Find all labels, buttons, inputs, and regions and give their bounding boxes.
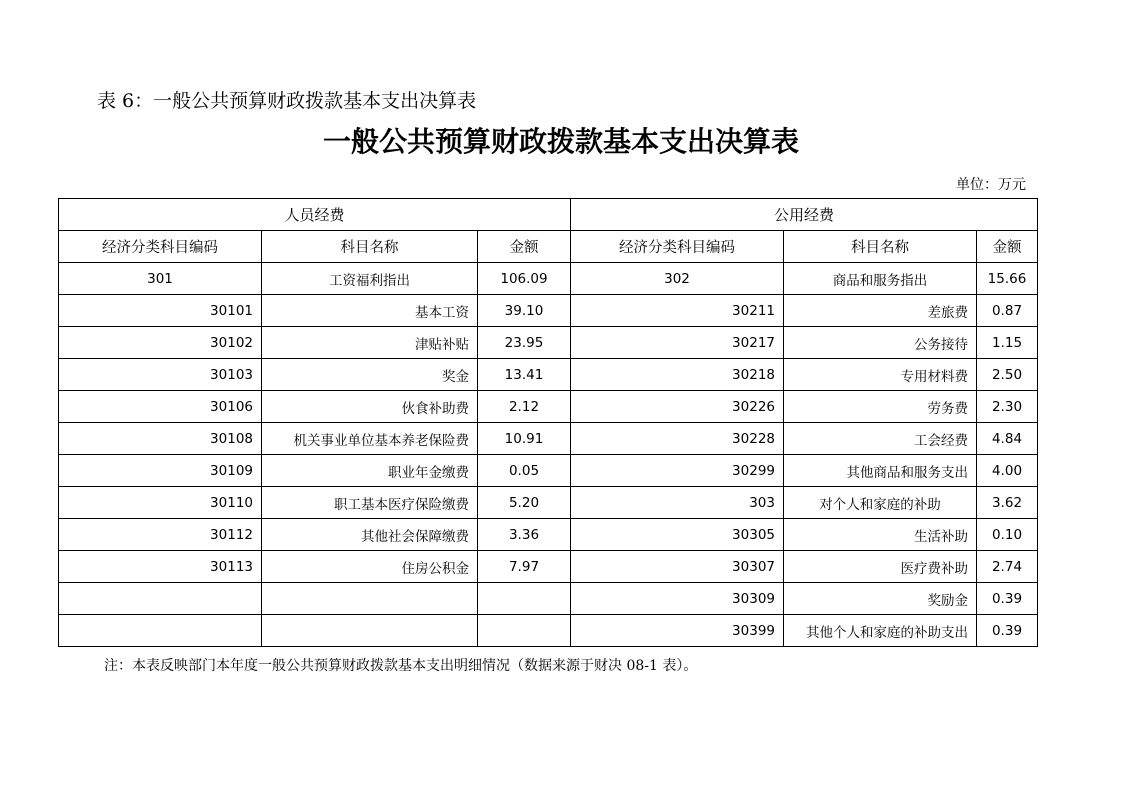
left-name-cell: 津贴补贴 bbox=[262, 327, 478, 359]
table-caption: 表 6：一般公共预算财政拨款基本支出决算表 bbox=[97, 90, 477, 112]
header-left-code: 经济分类科目编码 bbox=[59, 231, 262, 263]
right-name-cell: 对个人和家庭的补助 bbox=[784, 487, 977, 519]
right-name-cell: 工会经费 bbox=[784, 423, 977, 455]
right-name-cell: 公务接待 bbox=[784, 327, 977, 359]
left-amount-cell: 2.12 bbox=[478, 391, 571, 423]
table-row bbox=[59, 359, 1038, 391]
left-name-cell: 奖金 bbox=[262, 359, 478, 391]
left-code-cell: 30102 bbox=[59, 327, 262, 359]
left-name-cell: 职业年金缴费 bbox=[262, 455, 478, 487]
right-code-cell: 30299 bbox=[571, 455, 784, 487]
column-header-row bbox=[59, 231, 1038, 263]
left-amount-cell: 3.36 bbox=[478, 519, 571, 551]
left-code-cell: 30112 bbox=[59, 519, 262, 551]
table-row bbox=[59, 551, 1038, 583]
right-name-cell: 其他个人和家庭的补助支出 bbox=[784, 615, 977, 647]
right-amount-cell: 0.87 bbox=[977, 295, 1038, 327]
left-code-cell: 30113 bbox=[59, 551, 262, 583]
group-personnel: 人员经费 bbox=[59, 199, 571, 231]
expenditure-table bbox=[58, 198, 1038, 647]
header-right-amount: 金额 bbox=[977, 231, 1038, 263]
right-name-cell: 奖励金 bbox=[784, 583, 977, 615]
group-public: 公用经费 bbox=[571, 199, 1038, 231]
left-name-cell: 其他社会保障缴费 bbox=[262, 519, 478, 551]
header-right-code: 经济分类科目编码 bbox=[571, 231, 784, 263]
right-name-cell: 生活补助 bbox=[784, 519, 977, 551]
right-code-cell: 303 bbox=[571, 487, 784, 519]
right-code-cell: 30305 bbox=[571, 519, 784, 551]
right-code-cell: 30309 bbox=[571, 583, 784, 615]
left-name-cell: 住房公积金 bbox=[262, 551, 478, 583]
right-amount-cell: 2.50 bbox=[977, 359, 1038, 391]
page-title: 一般公共预算财政拨款基本支出决算表 bbox=[322, 125, 799, 158]
right-amount-cell: 4.00 bbox=[977, 455, 1038, 487]
header-right-name: 科目名称 bbox=[784, 231, 977, 263]
right-amount-cell: 4.84 bbox=[977, 423, 1038, 455]
left-amount-cell: 0.05 bbox=[478, 455, 571, 487]
right-code-cell: 302 bbox=[571, 263, 784, 295]
left-code-cell: 30110 bbox=[59, 487, 262, 519]
left-code-cell bbox=[59, 615, 262, 647]
right-code-cell: 30217 bbox=[571, 327, 784, 359]
left-name-cell: 伙食补助费 bbox=[262, 391, 478, 423]
right-name-cell: 劳务费 bbox=[784, 391, 977, 423]
table-row bbox=[59, 487, 1038, 519]
table-row bbox=[59, 327, 1038, 359]
left-code-cell: 30101 bbox=[59, 295, 262, 327]
left-name-cell: 机关事业单位基本养老保险费 bbox=[262, 423, 478, 455]
left-name-cell bbox=[262, 615, 478, 647]
right-name-cell: 专用材料费 bbox=[784, 359, 977, 391]
table-row bbox=[59, 391, 1038, 423]
left-amount-cell: 7.97 bbox=[478, 551, 571, 583]
right-code-cell: 30307 bbox=[571, 551, 784, 583]
right-amount-cell: 3.62 bbox=[977, 487, 1038, 519]
right-code-cell: 30218 bbox=[571, 359, 784, 391]
left-name-cell: 工资福利指出 bbox=[262, 263, 478, 295]
left-amount-cell: 5.20 bbox=[478, 487, 571, 519]
right-code-cell: 30226 bbox=[571, 391, 784, 423]
table-row bbox=[59, 263, 1038, 295]
table-row bbox=[59, 615, 1038, 647]
table-row bbox=[59, 583, 1038, 615]
left-amount-cell: 13.41 bbox=[478, 359, 571, 391]
left-amount-cell: 39.10 bbox=[478, 295, 571, 327]
right-name-cell: 差旅费 bbox=[784, 295, 977, 327]
table-row bbox=[59, 519, 1038, 551]
right-code-cell: 30399 bbox=[571, 615, 784, 647]
right-amount-cell: 0.10 bbox=[977, 519, 1038, 551]
left-amount-cell bbox=[478, 583, 571, 615]
right-code-cell: 30228 bbox=[571, 423, 784, 455]
table-row bbox=[59, 295, 1038, 327]
left-name-cell bbox=[262, 583, 478, 615]
right-name-cell: 其他商品和服务支出 bbox=[784, 455, 977, 487]
header-left-name: 科目名称 bbox=[262, 231, 478, 263]
left-code-cell: 30109 bbox=[59, 455, 262, 487]
left-amount-cell bbox=[478, 615, 571, 647]
left-name-cell: 职工基本医疗保险缴费 bbox=[262, 487, 478, 519]
unit-label: 单位：万元 bbox=[956, 177, 1026, 193]
footnote: 注：本表反映部门本年度一般公共预算财政拨款基本支出明细情况（数据来源于财决 08-1 表）。 bbox=[104, 658, 698, 674]
group-header-row bbox=[59, 199, 1038, 231]
table-row bbox=[59, 423, 1038, 455]
left-code-cell: 30103 bbox=[59, 359, 262, 391]
table-row bbox=[59, 455, 1038, 487]
left-code-cell: 30106 bbox=[59, 391, 262, 423]
right-name-cell: 商品和服务指出 bbox=[784, 263, 977, 295]
right-name-cell: 医疗费补助 bbox=[784, 551, 977, 583]
right-amount-cell: 0.39 bbox=[977, 615, 1038, 647]
right-amount-cell: 0.39 bbox=[977, 583, 1038, 615]
right-amount-cell: 2.74 bbox=[977, 551, 1038, 583]
left-code-cell: 30108 bbox=[59, 423, 262, 455]
right-amount-cell: 15.66 bbox=[977, 263, 1038, 295]
right-code-cell: 30211 bbox=[571, 295, 784, 327]
left-amount-cell: 10.91 bbox=[478, 423, 571, 455]
left-amount-cell: 106.09 bbox=[478, 263, 571, 295]
header-left-amount: 金额 bbox=[478, 231, 571, 263]
right-amount-cell: 1.15 bbox=[977, 327, 1038, 359]
left-amount-cell: 23.95 bbox=[478, 327, 571, 359]
left-name-cell: 基本工资 bbox=[262, 295, 478, 327]
left-code-cell bbox=[59, 583, 262, 615]
right-amount-cell: 2.30 bbox=[977, 391, 1038, 423]
left-code-cell: 301 bbox=[59, 263, 262, 295]
